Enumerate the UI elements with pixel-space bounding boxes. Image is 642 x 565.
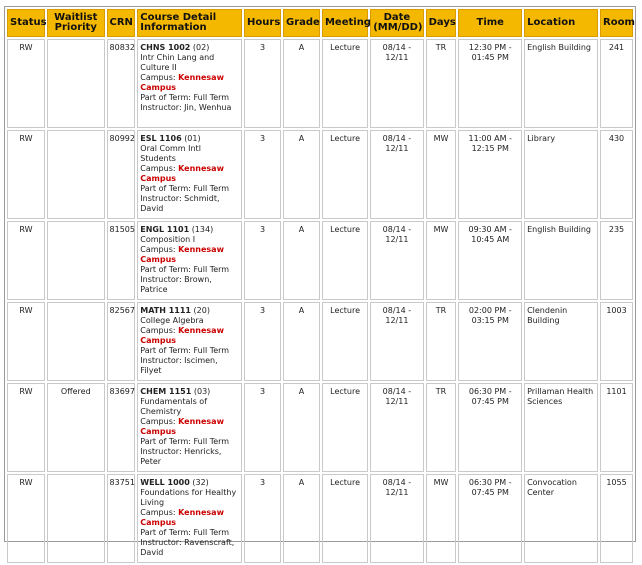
course-section: (134) [191,225,214,234]
course-title: Composition I [140,235,196,244]
meeting-cell: Lecture [322,221,368,300]
waitlist-cell [47,39,105,128]
time-cell: 09:30 AM - 10:45 AM [458,221,522,300]
date-cell: 08/14 - 12/11 [370,130,423,219]
time-cell: 06:30 PM - 07:45 PM [458,474,522,563]
col-date: Date (MM/DD) [370,9,423,37]
table-row [7,39,633,128]
crn-cell: 80992 [107,130,136,219]
hours-cell: 3 [244,221,281,300]
course-detail-cell [137,130,242,219]
crn-cell: 83697 [107,383,136,472]
hours-cell: 3 [244,383,281,472]
meeting-cell: Lecture [322,39,368,128]
instructor: Instructor: Jin, Wenhua [140,103,232,112]
table-row [7,130,633,219]
header-row [7,9,633,37]
course-section: (02) [192,43,210,52]
date-cell: 08/14 - 12/11 [370,302,423,381]
location-cell: Convocation Center [524,474,598,563]
col-crn: CRN [107,9,136,37]
course-detail-cell [137,39,242,128]
days-cell: MW [426,221,457,300]
col-room: Room [600,9,633,37]
table-row [7,221,633,300]
time-cell: 06:30 PM - 07:45 PM [458,383,522,472]
part-of-term: Part of Term: Full Term [140,528,230,537]
hours-cell: 3 [244,474,281,563]
room-cell: 241 [600,39,633,128]
grade-cell: A [283,39,320,128]
days-cell: MW [426,474,457,563]
part-of-term: Part of Term: Full Term [140,437,230,446]
campus-name: Kennesaw Campus [140,164,224,183]
campus-label: Campus: [140,326,179,335]
time-cell: 12:30 PM - 01:45 PM [458,39,522,128]
course-title: Oral Comm Intl Students [140,144,201,163]
campus-label: Campus: [140,508,179,517]
waitlist-cell [47,221,105,300]
campus-label: Campus: [140,164,179,173]
waitlist-cell [47,302,105,381]
col-days: Days [426,9,457,37]
course-code: WELL 1000 [140,478,190,487]
course-detail-cell [137,221,242,300]
location-cell: Prillaman Health Sciences [524,383,598,472]
col-hours: Hours [244,9,281,37]
days-cell: TR [426,383,457,472]
room-cell: 235 [600,221,633,300]
course-title: Fundamentals of Chemistry [140,397,208,416]
waitlist-cell: Offered [47,383,105,472]
course-detail-cell [137,302,242,381]
status-cell: RW [7,474,45,563]
col-waitlist: Waitlist Priority [47,9,105,37]
date-cell: 08/14 - 12/11 [370,39,423,128]
course-section: (32) [192,478,209,487]
crn-cell: 82567 [107,302,136,381]
campus-label: Campus: [140,73,179,82]
instructor: Instructor: Henricks, Peter [140,447,222,466]
waitlist-cell [47,130,105,219]
campus-name: Kennesaw Campus [140,326,224,345]
course-detail-cell [137,383,242,472]
campus-name: Kennesaw Campus [140,245,224,264]
days-cell: TR [426,302,457,381]
grade-cell: A [283,383,320,472]
part-of-term: Part of Term: Full Term [140,265,230,274]
course-code: CHEM 1151 [140,387,192,396]
room-cell: 430 [600,130,633,219]
course-code: MATH 1111 [140,306,191,315]
status-cell: RW [7,39,45,128]
meeting-cell: Lecture [322,383,368,472]
table-row [7,383,633,472]
col-meeting: Meeting [322,9,368,37]
course-section: (20) [193,306,210,315]
course-title: Foundations for Healthy Living [140,488,237,507]
waitlist-cell [47,474,105,563]
schedule-table [5,7,635,565]
part-of-term: Part of Term: Full Term [140,346,230,355]
col-status: Status [7,9,45,37]
crn-cell: 83751 [107,474,136,563]
col-grade: Grade [283,9,320,37]
campus-label: Campus: [140,417,179,426]
course-title: Intr Chin Lang and Culture II [140,53,215,72]
hours-cell: 3 [244,39,281,128]
table-row [7,302,633,381]
location-cell: Clendenin Building [524,302,598,381]
crn-cell: 81505 [107,221,136,300]
grade-cell: A [283,302,320,381]
location-cell: Library [524,130,598,219]
room-cell: 1101 [600,383,633,472]
col-location: Location [524,9,598,37]
room-cell: 1055 [600,474,633,563]
status-cell: RW [7,302,45,381]
time-cell: 02:00 PM - 03:15 PM [458,302,522,381]
col-time: Time [458,9,522,37]
grade-cell: A [283,474,320,563]
meeting-cell: Lecture [322,474,368,563]
time-cell: 11:00 AM - 12:15 PM [458,130,522,219]
meeting-cell: Lecture [322,130,368,219]
course-code: ENGL 1101 [140,225,190,234]
col-course: Course Detail Information [137,9,242,37]
course-section: (03) [193,387,211,396]
hours-cell: 3 [244,130,281,219]
meeting-cell: Lecture [322,302,368,381]
course-code: ESL 1106 [140,134,182,143]
course-detail-cell [137,474,242,563]
date-cell: 08/14 - 12/11 [370,474,423,563]
location-cell: English Building [524,39,598,128]
part-of-term: Part of Term: Full Term [140,184,230,193]
instructor: Instructor: Iscimen, Filyet [140,356,218,375]
room-cell: 1003 [600,302,633,381]
days-cell: TR [426,39,457,128]
location-cell: English Building [524,221,598,300]
date-cell: 08/14 - 12/11 [370,383,423,472]
table-row [7,474,633,563]
campus-name: Kennesaw Campus [140,73,224,92]
course-title: College Algebra [140,316,204,325]
grade-cell: A [283,130,320,219]
campus-name: Kennesaw Campus [140,417,224,436]
campus-name: Kennesaw Campus [140,508,224,527]
status-cell: RW [7,130,45,219]
schedule-panel [4,6,636,557]
instructor: Instructor: Brown, Patrice [140,275,212,294]
crn-cell: 80832 [107,39,136,128]
days-cell: MW [426,130,457,219]
grade-cell: A [283,221,320,300]
part-of-term: Part of Term: Full Term [140,93,230,102]
course-section: (01) [184,134,201,143]
course-code: CHNS 1002 [140,43,191,52]
status-cell: RW [7,221,45,300]
instructor: Instructor: Schmidt, David [140,194,220,213]
campus-label: Campus: [140,245,179,254]
date-cell: 08/14 - 12/11 [370,221,423,300]
hours-cell: 3 [244,302,281,381]
status-cell: RW [7,383,45,472]
instructor: Instructor: Ravenscraft, David [140,538,235,557]
